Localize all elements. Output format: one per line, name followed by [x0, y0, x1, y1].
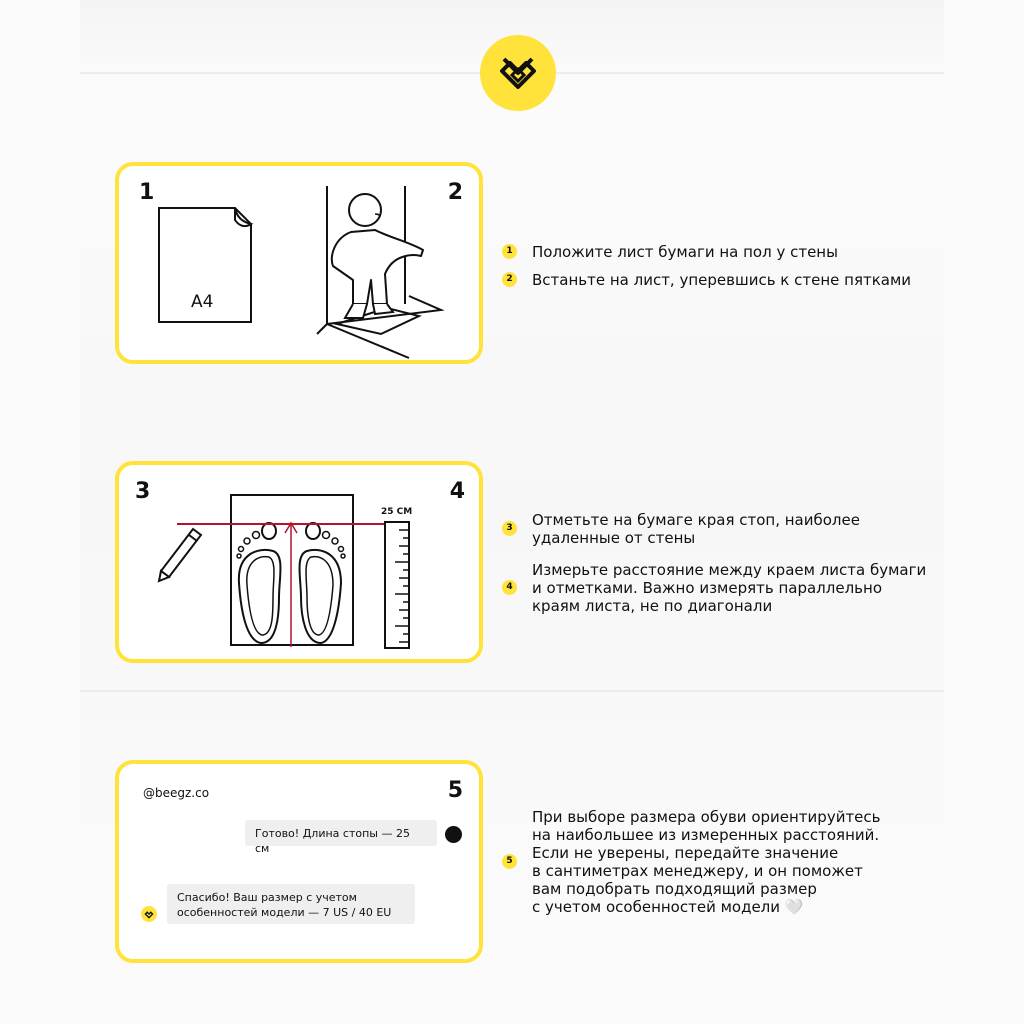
step-badge-2: 2 — [502, 272, 517, 287]
step-3-text-line1: Отметьте на бумаге края стоп, наиболее — [532, 511, 860, 529]
step-5-text-line2: на наибольшее из измеренных расстояний. — [532, 826, 880, 844]
step-1-text: Положите лист бумаги на пол у стены — [532, 243, 838, 261]
step-5-text-line3: Если не уверены, передайте значение — [532, 844, 839, 862]
beegz-avatar-icon — [141, 906, 157, 922]
steps-group-1-2 — [502, 243, 932, 289]
chat-message-reply-line1: Спасибо! Ваш размер с учетом — [177, 891, 357, 904]
pencil-icon — [155, 525, 205, 585]
step-4-text-line1: Измерьте расстояние между краем листа бумаги — [532, 561, 927, 579]
mark-line — [177, 523, 409, 525]
step-5-text-line6: с учетом особенностей модели 🤍 — [532, 898, 804, 916]
step-number-3: 3 — [135, 479, 151, 504]
step-number-5: 5 — [447, 778, 463, 803]
step-5 — [502, 808, 932, 916]
person-at-wall-illustration — [313, 184, 453, 360]
step-5-text-line1: При выборе размера обуви ориентируйтесь — [532, 808, 881, 826]
step-2 — [502, 271, 932, 289]
step-3-text-line2: удаленные от стены — [532, 529, 696, 547]
chat-message-reply-line2: особенностей модели — 7 US / 40 EU — [177, 906, 392, 919]
chat-message-user — [245, 820, 437, 855]
step-4-text-line3: краям листа, не по диагонали — [532, 597, 773, 615]
step-badge-3: 3 — [502, 521, 517, 536]
steps-group-5 — [502, 808, 932, 916]
step-4-text-line2: и отметками. Важно измерять параллельно — [532, 579, 883, 597]
instruction-card-3-4 — [115, 461, 483, 663]
chat-message-user-text: Готово! Длина стопы — 25 см — [255, 827, 410, 855]
step-badge-1: 1 — [502, 244, 517, 259]
step-1 — [502, 243, 932, 261]
ruler-icon — [383, 520, 411, 652]
steps-group-3-4 — [502, 511, 932, 615]
step-badge-5: 5 — [502, 854, 517, 869]
step-number-2: 2 — [447, 180, 463, 205]
step-3 — [502, 511, 932, 547]
step-badge-4: 4 — [502, 580, 517, 595]
beegz-logo-icon — [480, 35, 556, 111]
paper-crease — [80, 690, 944, 692]
step-5-text-line4: в сантиметрах менеджеру, и он поможет — [532, 862, 863, 880]
step-4 — [502, 561, 932, 615]
step-number-1: 1 — [139, 180, 155, 205]
sheet-label: A4 — [191, 292, 214, 312]
user-avatar — [445, 826, 462, 843]
instruction-card-1-2 — [115, 162, 483, 364]
feet-on-sheet-illustration — [229, 493, 357, 653]
chat-handle: @beegz.co — [143, 786, 210, 800]
chat-message-reply — [167, 884, 415, 924]
step-number-4: 4 — [449, 479, 465, 504]
step-5-text-line5: вам подобрать подходящий размер — [532, 880, 817, 898]
chat-card — [115, 760, 483, 963]
ruler-label: 25 СМ — [381, 507, 413, 517]
step-2-text: Встаньте на лист, уперевшись к стене пятками — [532, 271, 912, 289]
